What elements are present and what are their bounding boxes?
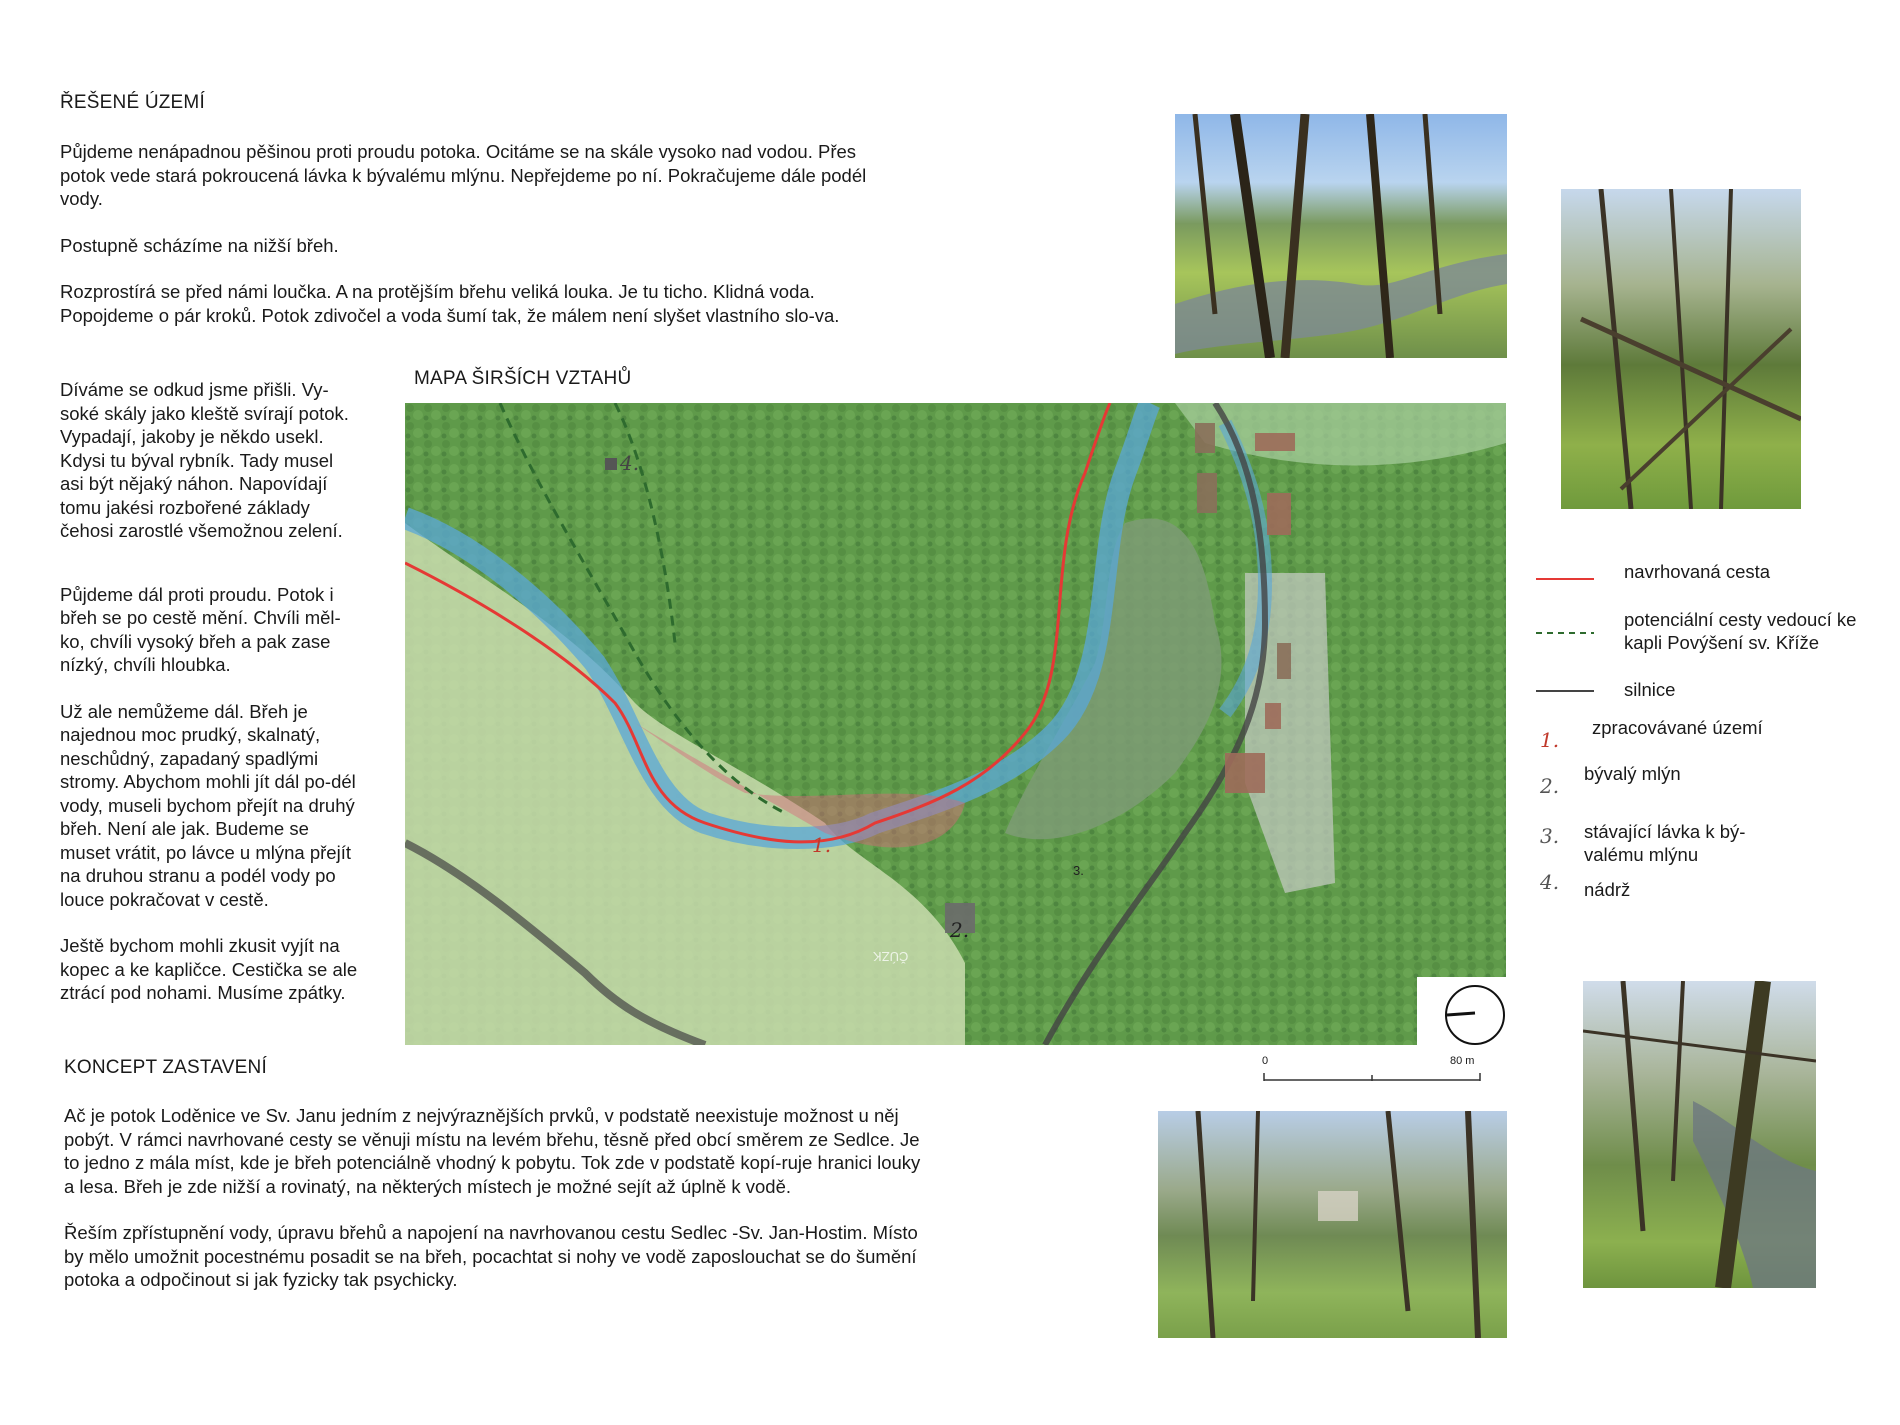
photo-stream-trees xyxy=(1175,114,1507,358)
scale-start: 0 xyxy=(1262,1055,1269,1067)
concept-paragraph-1: Ač je potok Loděnice ve Sv. Janu jedním z nejvýraznějších prvků, v podstatě neexistuje možnost u něj pobýt. V rámci navrhované cesty se věnuji místu na levém břehu, těsně před obcí směrem ze Sedlce. Je to jedno z mála míst, kde je břeh potenciálně vhodný k pobytu. Tok zde v podstatě kopí-ruje hranici louky a lesa. Břeh je zde nižší a rovinatý, na některých místech je možné sejít až úplně k vodě. xyxy=(64,1105,921,1197)
map-label-2: 2. xyxy=(950,918,970,942)
legend-red-line-icon xyxy=(1536,574,1596,584)
building xyxy=(1265,703,1281,729)
legend-num-2: 2. xyxy=(1540,774,1560,798)
map xyxy=(405,403,1506,1045)
building xyxy=(1195,423,1215,453)
building xyxy=(1255,433,1295,451)
legend-num-3: 3. xyxy=(1540,824,1560,848)
column-paragraph-3: Už ale nemůžeme dál. Břeh je najednou moc prudký, skalnatý, neschůdný, zapadaný spadlými stromy. Abychom mohli jít dál po-dél vody, museli bychom přejít na druhý břeh. Není ale jak. Budeme se muset vrátit, po lávce u mlýna přejít na druhou stranu a podél vody po louce pokračovat v cestě. xyxy=(60,700,356,910)
map-label-4: 4. xyxy=(620,451,640,475)
intro-paragraph-1: Půjdeme nenápadnou pěšinou proti proudu potoka. Ocitáme se na skále vysoko nad vodou. Přes potok vede stará pokroucená lávka k bývalému mlýnu. Nepřejdeme po ní. Pokračujeme dále podél vody. xyxy=(60,141,867,209)
legend-item-road: silnice xyxy=(1624,679,1676,700)
building xyxy=(1197,473,1217,513)
map-title: MAPA ŠIRŠÍCH VZTAHŮ xyxy=(414,368,632,389)
map-label-3: 3. xyxy=(1073,863,1084,878)
legend-num-4: 4. xyxy=(1540,870,1560,894)
north-arrow-panel xyxy=(1417,977,1506,1045)
legend-green-dashed-icon xyxy=(1536,628,1596,638)
intro-text xyxy=(60,140,870,350)
scale-bar xyxy=(1262,1055,1482,1095)
map-attribution: ČÚZK xyxy=(873,949,909,964)
photo-meadow-forest xyxy=(1158,1111,1507,1338)
column-paragraph-2: Půjdeme dál proti proudu. Potok i břeh se po cestě mění. Chvíli měl-ko, chvíli vysoký břeh a pak zase nízký, chvíli hloubka. xyxy=(60,583,341,675)
column-paragraph-4: Ještě bychom mohli zkusit vyjít na kopec a ke kapličce. Cestička se ale ztrácí pod nohami. Musíme zpátky. xyxy=(60,935,358,1003)
section-heading-reseni: ŘEŠENÉ ÚZEMÍ xyxy=(60,92,205,113)
building xyxy=(1225,753,1265,793)
column-text xyxy=(60,378,360,1028)
column-paragraph-1: Díváme se odkud jsme přišli. Vy-soké skály jako kleště svírají potok. Vypadají, jakoby je někdo usekl. Kdysi tu býval rybník. Tady musel asi být nějaký náhon. Napovídají tomu jakési rozbořené základy čehosi zarostlé všemožnou zelení. xyxy=(60,379,349,541)
legend-item-potential: potenciální cesty vedoucí ke kapli Povýšení sv. Kříže xyxy=(1624,609,1857,653)
legend xyxy=(1536,560,1876,910)
intro-paragraph-2: Postupně scházíme na nižší břeh. xyxy=(60,234,339,256)
legend-item-footbridge: stávající lávka k bý-valému mlýnu xyxy=(1584,821,1746,865)
map-label-1: 1. xyxy=(812,833,832,857)
section-heading-koncept: KONCEPT ZASTAVENÍ xyxy=(64,1057,267,1078)
reservoir-marker xyxy=(605,458,617,470)
concept-paragraph-2: Řeším zpřístupnění vody, úpravu břehů a napojení na navrhovanou cestu Sedlec -Sv. Jan-Hostim. Místo by mělo umožnit pocestnému posadit se na břeh, pocachtat si nohy ve vodě zaposlouchat se do šumění potoka a odpočinout si jak fyzicky tak psychicky. xyxy=(64,1222,918,1290)
intro-paragraph-3: Rozprostírá se před námi loučka. A na protějším břehu veliká louka. Je tu ticho. Klidná voda. Popojdeme o pár kroků. Potok zdivočel a voda šumí tak, že málem není slyšet vlastního slo-va. xyxy=(60,281,840,326)
photo-tree-by-stream xyxy=(1583,981,1816,1288)
photo-slope-trees xyxy=(1561,189,1801,509)
legend-item-area: zpracovávané území xyxy=(1592,717,1763,738)
legend-item-mill: bývalý mlýn xyxy=(1584,763,1681,784)
building xyxy=(1277,643,1291,679)
scale-bar-graphic xyxy=(1262,1055,1482,1095)
building xyxy=(1267,493,1291,535)
legend-item-reservoir: nádrž xyxy=(1584,879,1631,900)
north-arrow-icon xyxy=(1417,977,1506,1045)
legend-num-1: 1. xyxy=(1540,728,1560,752)
scale-end: 80 m xyxy=(1450,1055,1475,1067)
legend-road-icon xyxy=(1536,686,1596,696)
legend-item-route: navrhovaná cesta xyxy=(1624,561,1771,582)
concept-text xyxy=(64,1104,934,1315)
map-graphic xyxy=(405,403,1506,1045)
